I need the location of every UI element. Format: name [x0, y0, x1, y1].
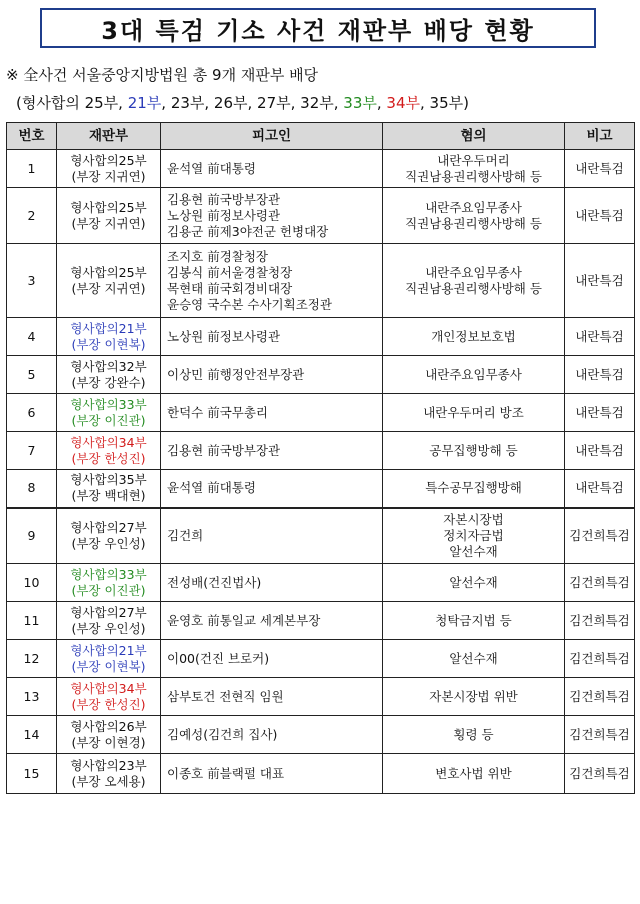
cell-note: 김건희특검	[565, 508, 635, 564]
cell-court	[57, 432, 161, 470]
cell-note: 김건희특검	[565, 640, 635, 678]
cell-line: 윤승영 국수본 수사기획조정관	[167, 296, 332, 312]
cell-charges	[383, 678, 565, 716]
cell-line: 조지호 前경찰청장	[167, 248, 268, 264]
cell-number: 12	[7, 640, 57, 678]
cell-line: (부장 지귀연)	[71, 280, 146, 296]
table-row	[7, 678, 635, 716]
cell-line: 형사합의33부	[70, 566, 147, 582]
cell-line: 내란주요임무종사	[425, 366, 522, 382]
cell-court	[57, 394, 161, 432]
cell-defendant	[161, 754, 383, 794]
note-part: 33부	[343, 94, 377, 112]
cell-court	[57, 754, 161, 794]
table-row	[7, 188, 635, 244]
cell-line: (부장 이진관)	[71, 582, 146, 598]
cell-note: 내란특검	[565, 394, 635, 432]
note-part: 21부	[127, 94, 162, 112]
cell-line: 알선수재	[449, 543, 498, 559]
cell-line: 이00(건진 브로커)	[167, 650, 270, 666]
cell-court	[57, 602, 161, 640]
cell-defendant	[161, 602, 383, 640]
table-row	[7, 470, 635, 508]
table-row	[7, 640, 635, 678]
cell-court	[57, 356, 161, 394]
cell-number: 1	[7, 150, 57, 188]
cell-line: 윤석열 前대통령	[167, 480, 256, 496]
cell-note: 내란특검	[565, 356, 635, 394]
cell-line: (부장 강완수)	[71, 374, 146, 390]
cell-line: 알선수재	[449, 574, 498, 590]
cell-line: (부장 한성진)	[71, 450, 146, 466]
cell-charges	[383, 150, 565, 188]
header-number: 번호	[7, 123, 57, 150]
table-row	[7, 508, 635, 564]
cell-line: 김용현 前국방부장관	[167, 442, 281, 458]
table-row	[7, 754, 635, 794]
cell-line: 형사합의33부	[70, 396, 147, 412]
cell-charges	[383, 470, 565, 508]
note-line-1: ※ 全사건 서울중앙지방법원 총 9개 재판부 배당	[6, 66, 319, 84]
cell-line: 형사합의25부	[70, 152, 147, 168]
cell-number: 11	[7, 602, 57, 640]
note-part: , 35부)	[419, 94, 469, 112]
cell-line: 내란주요임무종사	[425, 264, 522, 280]
cell-line: 김용현 前국방부장관	[167, 191, 281, 207]
cell-defendant	[161, 356, 383, 394]
cell-note: 내란특검	[565, 318, 635, 356]
note-line-2	[16, 92, 469, 113]
cell-line: (부장 백대현)	[71, 488, 146, 504]
cell-line: 김봉식 前서울경찰청장	[167, 264, 293, 280]
cell-charges	[383, 356, 565, 394]
table-row	[7, 564, 635, 602]
cell-line: 김용군 前제3야전군 헌병대장	[167, 223, 329, 239]
cell-note: 김건희특검	[565, 602, 635, 640]
note-part: 34부	[386, 94, 420, 112]
cell-number: 15	[7, 754, 57, 794]
cell-line: 이종호 前블랙펄 대표	[167, 765, 285, 781]
cell-charges	[383, 640, 565, 678]
cell-line: (부장 이현경)	[71, 734, 146, 750]
cell-defendant	[161, 470, 383, 508]
cell-charges	[383, 244, 565, 318]
title-box	[40, 8, 596, 48]
cell-defendant	[161, 318, 383, 356]
cell-note: 내란특검	[565, 470, 635, 508]
cell-court	[57, 564, 161, 602]
cell-line: 내란우두머리	[437, 152, 510, 168]
cell-note: 내란특검	[565, 150, 635, 188]
table-row	[7, 602, 635, 640]
cell-defendant	[161, 564, 383, 602]
cell-number: 10	[7, 564, 57, 602]
cell-number: 4	[7, 318, 57, 356]
cell-note: 김건희특검	[565, 754, 635, 794]
note-part: , 23부, 26부, 27부, 32부,	[161, 94, 344, 112]
cell-court	[57, 640, 161, 678]
cell-charges	[383, 432, 565, 470]
cell-line: (부장 이현복)	[71, 336, 146, 352]
cell-line: 알선수재	[449, 650, 498, 666]
cell-line: 형사합의25부	[70, 199, 147, 215]
table-header-row	[7, 123, 635, 150]
cell-line: 자본시장법	[443, 511, 504, 527]
table-row	[7, 716, 635, 754]
cell-charges	[383, 564, 565, 602]
cell-line: (부장 지귀연)	[71, 215, 146, 231]
cell-number: 7	[7, 432, 57, 470]
cell-line: 내란주요임무종사	[425, 199, 522, 215]
cell-line: (부장 오세용)	[71, 773, 146, 789]
cell-court	[57, 716, 161, 754]
cell-charges	[383, 508, 565, 564]
cell-charges	[383, 394, 565, 432]
cell-line: 형사합의25부	[70, 264, 147, 280]
cell-court	[57, 508, 161, 564]
cell-court	[57, 150, 161, 188]
cell-line: (부장 지귀연)	[71, 168, 146, 184]
cell-line: 형사합의23부	[70, 757, 147, 773]
cell-note: 김건희특검	[565, 716, 635, 754]
cell-line: 횡령 등	[453, 726, 494, 742]
cell-line: 김건희	[167, 527, 204, 543]
cell-court	[57, 318, 161, 356]
cell-line: 형사합의21부	[70, 642, 147, 658]
cell-defendant	[161, 244, 383, 318]
cell-line: 직권남용권리행사방해 등	[405, 168, 542, 184]
cell-line: 형사합의27부	[70, 604, 147, 620]
cell-line: 특수공무집행방해	[425, 480, 522, 496]
cell-line: 전성배(건진법사)	[167, 574, 262, 590]
cell-number: 14	[7, 716, 57, 754]
cell-line: 윤석열 前대통령	[167, 160, 256, 176]
cell-line: 형사합의35부	[70, 472, 147, 488]
cell-number: 6	[7, 394, 57, 432]
cell-note: 김건희특검	[565, 678, 635, 716]
cell-line: 직권남용권리행사방해 등	[405, 280, 542, 296]
cell-note: 내란특검	[565, 432, 635, 470]
cell-line: 직권남용권리행사방해 등	[405, 215, 542, 231]
cell-number: 8	[7, 470, 57, 508]
cell-line: (부장 우인성)	[71, 620, 146, 636]
cell-line: (부장 우인성)	[71, 535, 146, 551]
cell-line: 한덕수 前국무총리	[167, 404, 268, 420]
header-charges: 혐의	[383, 123, 565, 150]
cell-line: 공무집행방해 등	[429, 442, 518, 458]
cell-line: 목현태 前국회경비대장	[167, 280, 293, 296]
cell-line: 노상원 前정보사령관	[167, 328, 281, 344]
table-row	[7, 150, 635, 188]
cell-defendant	[161, 432, 383, 470]
cell-defendant	[161, 678, 383, 716]
cell-note: 김건희특검	[565, 564, 635, 602]
cell-number: 9	[7, 508, 57, 564]
cell-court	[57, 244, 161, 318]
header-court: 재판부	[57, 123, 161, 150]
cell-line: 김예성(김건희 집사)	[167, 726, 278, 742]
cell-line: 형사합의27부	[70, 519, 147, 535]
cell-court	[57, 678, 161, 716]
cell-charges	[383, 754, 565, 794]
cell-line: 윤영호 前통일교 세계본부장	[167, 612, 321, 628]
cell-number: 13	[7, 678, 57, 716]
cell-line: 청탁금지법 등	[435, 612, 512, 628]
cell-note: 내란특검	[565, 188, 635, 244]
table-row	[7, 318, 635, 356]
cell-defendant	[161, 150, 383, 188]
table-row	[7, 356, 635, 394]
cell-line: 변호사법 위반	[435, 765, 512, 781]
cell-defendant	[161, 188, 383, 244]
cell-charges	[383, 716, 565, 754]
cell-number: 5	[7, 356, 57, 394]
cell-line: (부장 한성진)	[71, 696, 146, 712]
cell-court	[57, 188, 161, 244]
cell-line: 삼부토건 전현직 임원	[167, 688, 284, 704]
cell-defendant	[161, 394, 383, 432]
cell-line: 형사합의26부	[70, 718, 147, 734]
cell-defendant	[161, 640, 383, 678]
header-defendant: 피고인	[161, 123, 383, 150]
cell-charges	[383, 602, 565, 640]
cell-line: 개인정보보호법	[431, 328, 516, 344]
note-part: (형사합의 25부,	[16, 94, 128, 112]
cell-number: 2	[7, 188, 57, 244]
cell-line: (부장 이진관)	[71, 412, 146, 428]
cell-defendant	[161, 508, 383, 564]
assignment-table	[6, 122, 635, 794]
cell-line: 정치자금법	[443, 527, 504, 543]
cell-line: 형사합의21부	[70, 320, 147, 336]
cell-line: (부장 이현복)	[71, 658, 146, 674]
cell-court	[57, 470, 161, 508]
cell-note: 내란특검	[565, 244, 635, 318]
cell-line: 노상원 前정보사령관	[167, 207, 281, 223]
table-row	[7, 394, 635, 432]
note-part: ,	[376, 94, 387, 112]
table-row	[7, 432, 635, 470]
header-note: 비고	[565, 123, 635, 150]
cell-defendant	[161, 716, 383, 754]
cell-charges	[383, 188, 565, 244]
cell-line: 형사합의32부	[70, 358, 147, 374]
cell-number: 3	[7, 244, 57, 318]
cell-line: 형사합의34부	[70, 680, 147, 696]
cell-line: 내란우두머리 방조	[423, 404, 524, 420]
cell-charges	[383, 318, 565, 356]
cell-line: 이상민 前행정안전부장관	[167, 366, 305, 382]
cell-line: 자본시장법 위반	[429, 688, 518, 704]
page-title: 3대 특검 기소 사건 재판부 배당 현황	[101, 16, 535, 45]
table-row	[7, 244, 635, 318]
cell-line: 형사합의34부	[70, 434, 147, 450]
